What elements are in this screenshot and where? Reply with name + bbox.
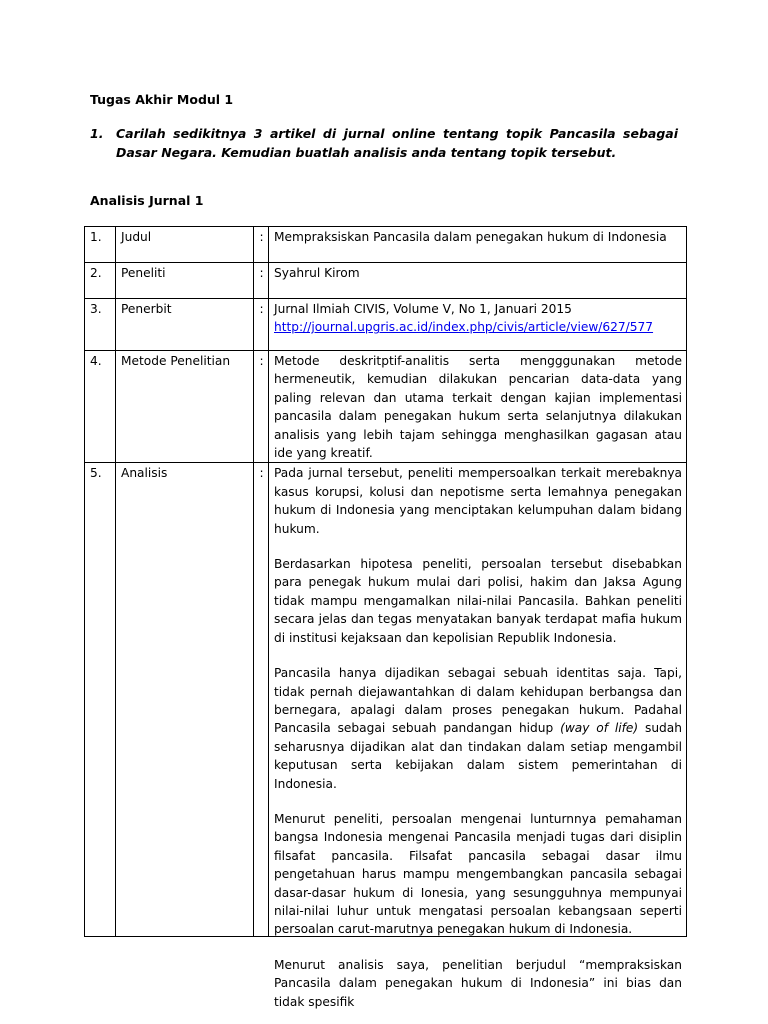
table-row [85, 227, 687, 263]
analysis-paragraph-1: Pada jurnal tersebut, peneliti mempersoalkan terkait merebaknya kasus korupsi, kolusi dan nepotisme serta lemahnya penegakan hukum di Indonesia yang menciptakan kelumpuhan dalam bidang hukum. [274, 466, 682, 536]
row-value-peneliti: Syahrul Kirom [269, 263, 687, 299]
row-colon: : [254, 227, 269, 263]
row-colon: : [254, 463, 269, 937]
row-number: 1. [85, 227, 116, 263]
row-label: Judul [116, 227, 254, 263]
p3-italic-term: (way of life) [560, 721, 639, 736]
row-value-metode: Metode deskritptif-analitis serta mengggunakan metode hermeneutik, kemudian dilakukan pencarian data-data yang paling relevan dan utama terkait dengan kajian implementasi pancasila dalam penegakan hukum serta selanjutnya dilakukan analisis yang lebih tajam sehingga menghasilkan gagasan atau ide yang kreatif. [269, 351, 687, 463]
table-row [85, 351, 687, 463]
analysis-paragraph-2: Berdasarkan hipotesa peneliti, persoalan tersebut disebabkan para penegak hukum mulai dari polisi, hakim dan Jaksa Agung tidak mampu mengamalkan nilai-nilai Pancasila. Bahkan peneliti secara jelas dan tegas menyatakan banyak terdapat mafia hukum di institusi kejaksaan dan kepolisian Republik Indonesia. [274, 557, 682, 645]
row-label: Metode Penelitian [116, 351, 254, 463]
row-number: 2. [85, 263, 116, 299]
row-value-judul: Mempraksiskan Pancasila dalam penegakan hukum di Indonesia [269, 227, 687, 263]
row-colon: : [254, 351, 269, 463]
row-value-penerbit [269, 299, 687, 351]
journal-link[interactable]: http://journal.upgris.ac.id/index.php/civis/article/view/627/577 [274, 320, 654, 335]
row-colon: : [254, 299, 269, 351]
analysis-paragraph-4: Menurut peneliti, persoalan mengenai lunturnnya pemahaman bangsa Indonesia mengenai Pancasila menjadi tugas dari disiplin filsafat pancasila. Filsafat pancasila sebagai dasar ilmu pengetahuan harus mampu mengembangkan pancasila sebagai dasar-dasar hukum di Ionesia, yang sesungguhnya mempunyai nilai-nilai luhur untuk mengatasi persoalan kebangsaan seperti persoalan carut-marutnya penegakan hukum di Indonesia. [274, 811, 682, 937]
journal-analysis-table [84, 226, 687, 1009]
row-colon: : [254, 263, 269, 299]
task-instruction [90, 124, 678, 162]
row-value-analisis [269, 463, 687, 1009]
row-number: 3. [85, 299, 116, 351]
analysis-text [274, 464, 682, 1009]
document-title: Tugas Akhir Modul 1 [90, 92, 234, 107]
row-number: 4. [85, 351, 116, 463]
p3-text-end: sudah seharusnya dijadikan alat dan tindakan dalam setiap mengambil keputusan serta kebijakan dalam sistem pemerintahan di Indonesia. [274, 721, 682, 791]
task-text: Carilah sedikitnya 3 artikel di jurnal online tentang topik Pancasila sebagai Dasar Negara. Kemudian buatlah analisis anda tentang topik tersebut. [116, 126, 678, 160]
analysis-paragraph-3 [274, 664, 682, 793]
table-row [85, 299, 687, 351]
p3-text-start: Pancasila hanya dijadikan sebagai sebuah identitas saja. Tapi, tidak pernah diejawantahkan di dalam kehidupan berbangsa dan bernegara, apalagi dalam proses penegakan hukum. Padahal Pancasila sebagai sebuah pandangan hidup [274, 666, 682, 736]
row-label: Penerbit [116, 299, 254, 351]
task-number: 1. [90, 126, 104, 141]
table-row [85, 263, 687, 299]
row-label: Peneliti [116, 263, 254, 299]
row-label: Analisis [116, 463, 254, 937]
analysis-paragraph-5: Menurut analisis saya, penelitian berjudul “mempraksiskan Pancasila dalam penegakan hukum di Indonesia” ini bias dan tidak spesifik [274, 957, 682, 1009]
table-row [85, 463, 687, 937]
row-number: 5. [85, 463, 116, 937]
publisher-text: Jurnal Ilmiah CIVIS, Volume V, No 1, Januari 2015 [274, 302, 572, 316]
section-title: Analisis Jurnal 1 [90, 193, 204, 208]
